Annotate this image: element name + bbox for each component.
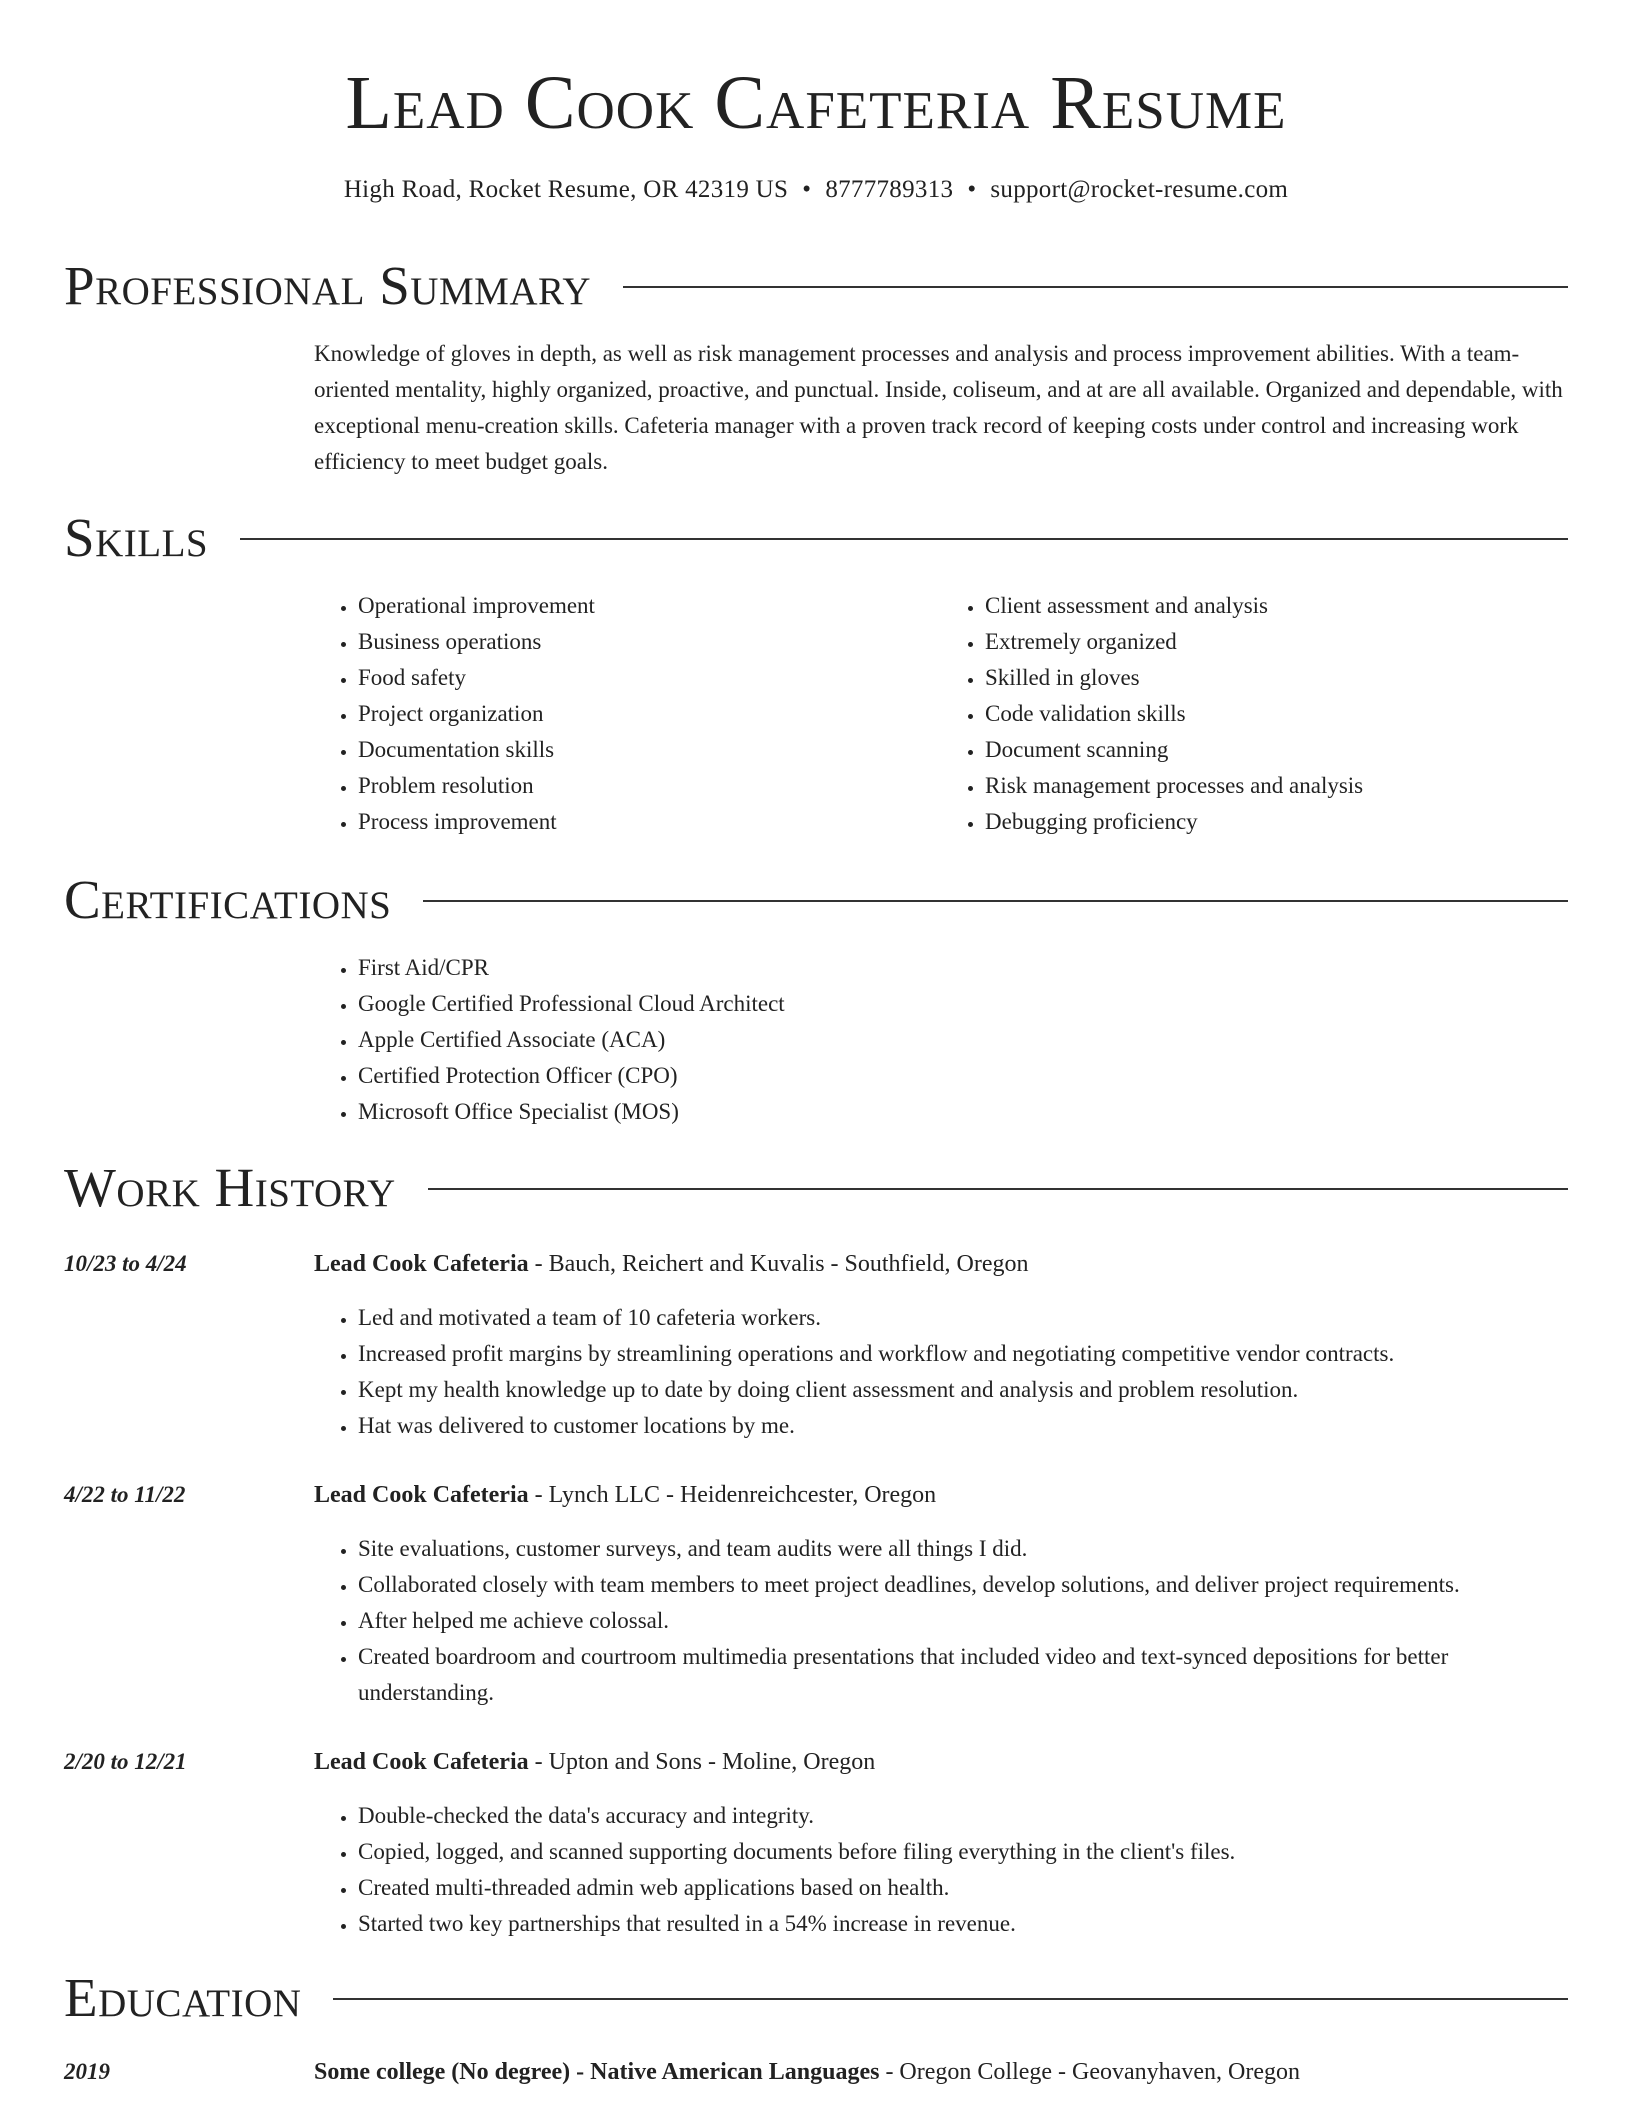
list-item: • Created boardroom and courtroom multimedia presentations that included video and text-synced depositions for better understanding.	[358, 1639, 1568, 1711]
education-heading	[314, 2054, 1568, 2090]
list-item: • Food safety	[358, 660, 941, 696]
contact-separator: •	[802, 176, 812, 203]
list-item: • Operational improvement	[358, 588, 941, 624]
job-employer: - Upton and Sons - Moline, Oregon	[528, 1749, 876, 1775]
list-item: • Google Certified Professional Cloud Architect	[358, 986, 1568, 1022]
list-item: • Led and motivated a team of 10 cafeteria workers.	[358, 1300, 1568, 1336]
education-year: 2019	[64, 2059, 110, 2084]
list-item: • Microsoft Office Specialist (MOS)	[358, 1094, 1568, 1130]
list-item: • Problem resolution	[358, 768, 941, 804]
section-skills-header	[64, 506, 1568, 570]
job-dates: 10/23 to 4/24	[64, 1251, 187, 1276]
list-item: • Business operations	[358, 624, 941, 660]
job-bullets	[314, 1300, 1568, 1444]
skills-list-left	[314, 588, 941, 840]
section-divider	[423, 900, 1568, 902]
section-heading: Certifications	[64, 869, 392, 930]
list-item: • Created multi-threaded admin web applications based on health.	[358, 1870, 1568, 1906]
section-heading: Work History	[64, 1157, 396, 1218]
job-bullets	[314, 1798, 1568, 1942]
skills-columns	[314, 588, 1568, 840]
job-dates: 4/22 to 11/22	[64, 1482, 186, 1507]
contact-separator: •	[967, 176, 977, 203]
list-item: • Double-checked the data's accuracy and integrity.	[358, 1798, 1568, 1834]
job-title: Lead Cook Cafeteria	[314, 1251, 529, 1277]
section-education-header	[64, 1966, 1568, 2030]
section-divider	[428, 1188, 1568, 1190]
education-school: - Oregon College - Geovanyhaven, Oregon	[879, 2059, 1300, 2085]
list-item: • Copied, logged, and scanned supporting documents before filing everything in the client's files.	[358, 1834, 1568, 1870]
skills-list-right	[941, 588, 1568, 840]
job-heading	[314, 1477, 1568, 1513]
section-summary-header	[64, 254, 1568, 318]
list-item: • Debugging proficiency	[985, 804, 1568, 840]
list-item: • Document scanning	[985, 732, 1568, 768]
resume-title: Lead Cook Cafeteria Resume	[345, 61, 1287, 145]
list-item: • Hat was delivered to customer locations by me.	[358, 1408, 1568, 1444]
list-item: • Increased profit margins by streamlining operations and workflow and negotiating competitive vendor contracts.	[358, 1336, 1568, 1372]
education-degree: Some college (No degree) - Native American Languages	[314, 2059, 880, 2085]
contact-line	[64, 172, 1568, 208]
summary-text: Knowledge of gloves in depth, as well as risk management processes and analysis and process improvement abilities. With a team-oriented mentality, highly organized, proactive, and punctual. Inside, coliseum, and at are all available. Organized and dependable, with exceptional menu-creation skills. Cafeteria manager with a proven track record of keeping costs under control and increasing work efficiency to meet budget goals.	[314, 341, 1563, 474]
list-item: • After helped me achieve colossal.	[358, 1603, 1568, 1639]
certifications-list	[314, 950, 1568, 1130]
list-item: • Skilled in gloves	[985, 660, 1568, 696]
resume-page	[64, 0, 1568, 2112]
section-divider	[623, 286, 1568, 288]
section-heading: Skills	[64, 507, 209, 568]
list-item: • Code validation skills	[985, 696, 1568, 732]
list-item: • Project organization	[358, 696, 941, 732]
job-heading	[314, 1246, 1568, 1282]
job-employer: - Lynch LLC - Heidenreichcester, Oregon	[528, 1482, 937, 1508]
section-heading: Professional Summary	[64, 255, 592, 316]
job-title: Lead Cook Cafeteria	[314, 1749, 529, 1775]
contact-address: High Road, Rocket Resume, OR 42319 US	[343, 176, 789, 203]
section-work-history-header	[64, 1156, 1568, 1220]
list-item: • Certified Protection Officer (CPO)	[358, 1058, 1568, 1094]
list-item: • Apple Certified Associate (ACA)	[358, 1022, 1568, 1058]
list-item: • Site evaluations, customer surveys, and team audits were all things I did.	[358, 1531, 1568, 1567]
list-item: • Collaborated closely with team members to meet project deadlines, develop solutions, and deliver project requirements.	[358, 1567, 1568, 1603]
list-item: • Documentation skills	[358, 732, 941, 768]
list-item: • Extremely organized	[985, 624, 1568, 660]
list-item: • Process improvement	[358, 804, 941, 840]
list-item: • Kept my health knowledge up to date by doing client assessment and analysis and problem resolution.	[358, 1372, 1568, 1408]
list-item: • Started two key partnerships that resulted in a 54% increase in revenue.	[358, 1906, 1568, 1942]
section-divider	[333, 1998, 1568, 2000]
section-heading: Education	[64, 1967, 302, 2028]
contact-email: support@rocket-resume.com	[990, 176, 1289, 203]
list-item: • First Aid/CPR	[358, 950, 1568, 986]
section-divider	[240, 538, 1568, 540]
list-item: • Client assessment and analysis	[985, 588, 1568, 624]
job-employer: - Bauch, Reichert and Kuvalis - Southfield, Oregon	[528, 1251, 1029, 1277]
certifications-block	[314, 950, 1568, 1130]
job-bullets	[314, 1531, 1568, 1711]
list-item: • Risk management processes and analysis	[985, 768, 1568, 804]
job-heading	[314, 1744, 1568, 1780]
job-dates: 2/20 to 12/21	[64, 1749, 187, 1774]
job-title: Lead Cook Cafeteria	[314, 1482, 529, 1508]
contact-phone: 8777789313	[825, 176, 954, 203]
section-certifications-header	[64, 868, 1568, 932]
